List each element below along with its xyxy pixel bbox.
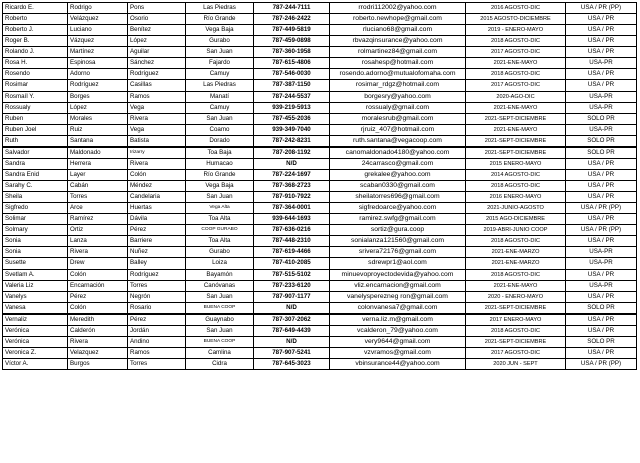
table-row: [3, 113, 637, 124]
cell-first-name: Rossualy: [3, 102, 68, 113]
table-row: [3, 91, 637, 102]
cell-phone: 787-449-5819: [254, 25, 330, 36]
cell-period: 2020-AGO-DIC: [466, 91, 566, 102]
cell-email: sdrewpr1@aol.com: [330, 258, 466, 269]
cell-last-name-1: Pérez: [68, 291, 128, 302]
cell-last-name-2: Rivera: [128, 113, 186, 124]
cell-last-name-2: Candelaria: [128, 192, 186, 203]
table-row: [3, 302, 637, 314]
cell-town: Bayamón: [186, 269, 254, 280]
cell-phone: 787-910-7922: [254, 192, 330, 203]
cell-period: 2018 AGOSTO-DIC: [466, 181, 566, 192]
cell-last-name-2: Andino: [128, 336, 186, 347]
cell-last-name-1: Rivera: [68, 247, 128, 258]
table-row: [3, 181, 637, 192]
cell-region: SOLO PR: [566, 336, 637, 347]
cell-phone: 787-448-2310: [254, 236, 330, 247]
cell-phone: 787-410-2085: [254, 258, 330, 269]
cell-region: USA / PR (PP): [566, 225, 637, 236]
cell-last-name-1: Santana: [68, 135, 128, 147]
cell-period: 2015 ENERO-MAYO: [466, 158, 566, 169]
cell-town: Vega Baja: [186, 181, 254, 192]
cell-phone: 939-349-7040: [254, 124, 330, 135]
cell-email: rluciano68@gmail.com: [330, 25, 466, 36]
cell-first-name: Víctor A.: [3, 359, 68, 370]
cell-region: USA / PR (PP): [566, 203, 637, 214]
cell-last-name-1: Cabán: [68, 181, 128, 192]
cell-last-name-2: Balley: [128, 258, 186, 269]
cell-period: 2021-SEPT-DICIEMBRE: [466, 147, 566, 159]
table-row: [3, 58, 637, 69]
cell-email: sonialanza121560@gmail.com: [330, 236, 466, 247]
cell-last-name-1: Ruiz: [68, 124, 128, 135]
cell-email: sigfredoarce@yahoo.com: [330, 203, 466, 214]
table-row: [3, 169, 637, 180]
cell-email: rbvazqinsurance@yahoo.com: [330, 36, 466, 47]
table-row: [3, 3, 637, 14]
cell-town: BUENA COOP: [186, 302, 254, 314]
table-row: [3, 25, 637, 36]
cell-town: San Juan: [186, 325, 254, 336]
cell-first-name: Rosa H.: [3, 58, 68, 69]
cell-email: sortiz@gura.coop: [330, 225, 466, 236]
table-row: [3, 314, 637, 326]
cell-last-name-1: Martínez: [68, 47, 128, 58]
cell-region: USA-PR: [566, 280, 637, 291]
cell-phone: 787-615-4806: [254, 58, 330, 69]
cell-email: borgesry@yahoo.com: [330, 91, 466, 102]
cell-town: Camuy: [186, 102, 254, 113]
table-row: [3, 14, 637, 25]
cell-last-name-1: Velázquez: [68, 14, 128, 25]
cell-first-name: Verónica: [3, 336, 68, 347]
cell-first-name: Verónica: [3, 325, 68, 336]
cell-town: Toa Alta: [186, 236, 254, 247]
cell-last-name-1: Colón: [68, 302, 128, 314]
cell-period: 2017 ENERO-MAYO: [466, 314, 566, 326]
cell-period: 2015 AGO-DICIEMBRE: [466, 214, 566, 225]
cell-last-name-2: Dávila: [128, 214, 186, 225]
cell-region: USA / PR: [566, 14, 637, 25]
cell-period: 2018 AGOSTO-DIC: [466, 236, 566, 247]
cell-phone: 787-546-0030: [254, 69, 330, 80]
cell-email: roberto.newhope@gmail.com: [330, 14, 466, 25]
cell-town: Camlina: [186, 347, 254, 358]
cell-last-name-1: Calderón: [68, 325, 128, 336]
cell-period: 2021-ENE-MAYO: [466, 280, 566, 291]
table-row: [3, 80, 637, 91]
cell-town: Toa Baja: [186, 147, 254, 159]
cell-first-name: Sonia: [3, 247, 68, 258]
cell-region: USA / PR: [566, 80, 637, 91]
cell-last-name-1: Ramírez: [68, 214, 128, 225]
cell-last-name-1: Maldonado: [68, 147, 128, 159]
table-row: [3, 135, 637, 147]
cell-first-name: Sarahy C.: [3, 181, 68, 192]
cell-region: USA / PR: [566, 47, 637, 58]
cell-region: USA-PR: [566, 102, 637, 113]
cell-email: vanelysperezneg ron@gmail.com: [330, 291, 466, 302]
cell-period: 2017 AGOSTO-DIC: [466, 80, 566, 91]
cell-last-name-1: Torres: [68, 192, 128, 203]
cell-town: Río Grande: [186, 14, 254, 25]
cell-email: ramirez.swfg@gmail.com: [330, 214, 466, 225]
cell-email: srivera72176@gmail.com: [330, 247, 466, 258]
cell-phone: 787-907-5241: [254, 347, 330, 358]
cell-phone: 787-619-4466: [254, 247, 330, 258]
table-row: [3, 225, 637, 236]
cell-last-name-2: Aguilar: [128, 47, 186, 58]
table-row: [3, 102, 637, 113]
cell-first-name: Solimar: [3, 214, 68, 225]
table-row: [3, 291, 637, 302]
cell-region: USA-PR: [566, 91, 637, 102]
cell-first-name: Vanesa: [3, 302, 68, 314]
cell-period: 2021-SEPT-DICIEMBRE: [466, 135, 566, 147]
cell-first-name: Rosmaíl Y.: [3, 91, 68, 102]
cell-town: COOP GURABO: [186, 225, 254, 236]
cell-last-name-2: Rodríguez: [128, 269, 186, 280]
cell-phone: 787-645-3023: [254, 359, 330, 370]
cell-period: 2021-ENE-MAYO: [466, 58, 566, 69]
table-row: [3, 214, 637, 225]
cell-phone: 787-515-5102: [254, 269, 330, 280]
cell-town: Coamo: [186, 124, 254, 135]
cell-email: verna.liz.m@gmail.com: [330, 314, 466, 326]
cell-first-name: Rosendo: [3, 69, 68, 80]
cell-town: Fajardo: [186, 58, 254, 69]
cell-period: 2015 AGOSTO-DICIEMBRE: [466, 14, 566, 25]
cell-town: Gurabo: [186, 247, 254, 258]
cell-last-name-2: Casillas: [128, 80, 186, 91]
cell-phone: 787-364-0001: [254, 203, 330, 214]
cell-first-name: Svetlam A.: [3, 269, 68, 280]
cell-first-name: Veronica Z.: [3, 347, 68, 358]
cell-last-name-2: Colón: [128, 169, 186, 180]
cell-period: 2019 - ENERO-MAYO: [466, 25, 566, 36]
cell-last-name-2: Pérez: [128, 314, 186, 326]
cell-last-name-2: Méndez: [128, 181, 186, 192]
cell-last-name-2: Rosario: [128, 302, 186, 314]
cell-last-name-1: Adorno: [68, 69, 128, 80]
cell-phone: 787-649-4439: [254, 325, 330, 336]
cell-last-name-1: Arce: [68, 203, 128, 214]
table-body: [3, 3, 637, 370]
cell-email: vzvramos@gmail.com: [330, 347, 466, 358]
cell-last-name-1: Ortiz: [68, 225, 128, 236]
cell-email: grekalee@yahoo.com: [330, 169, 466, 180]
cell-phone: 787-242-8231: [254, 135, 330, 147]
cell-region: USA / PR: [566, 314, 637, 326]
cell-last-name-2: Ramos: [128, 91, 186, 102]
cell-region: SOLO PR: [566, 147, 637, 159]
cell-first-name: Roberto J.: [3, 25, 68, 36]
cell-region: USA / PR: [566, 236, 637, 247]
cell-town: Guaynabo: [186, 314, 254, 326]
cell-last-name-1: Rodrigo: [68, 3, 128, 14]
cell-period: 2014 AGOSTO-DIC: [466, 169, 566, 180]
cell-region: USA / PR: [566, 325, 637, 336]
cell-period: 2021-SEPT-DICIEMBRE: [466, 302, 566, 314]
cell-period: 2020 - ENERO-MAYO: [466, 291, 566, 302]
cell-last-name-2: Irizarry: [128, 147, 186, 159]
table-row: [3, 47, 637, 58]
cell-email: vliz.encarnacion@gmail.com: [330, 280, 466, 291]
cell-town: Las Piedras: [186, 3, 254, 14]
cell-last-name-1: Colón: [68, 269, 128, 280]
cell-first-name: Susette: [3, 258, 68, 269]
cell-first-name: Vanelys: [3, 291, 68, 302]
cell-town: Dorado: [186, 135, 254, 147]
cell-town: Camuy: [186, 69, 254, 80]
cell-last-name-2: Batista: [128, 135, 186, 147]
cell-email: rosimar_rdgz@hotmail.com: [330, 80, 466, 91]
cell-last-name-2: Pérez: [128, 225, 186, 236]
cell-email: vbinsurance44@yahoo.com: [330, 359, 466, 370]
cell-phone: 787-224-1697: [254, 169, 330, 180]
table-row: [3, 236, 637, 247]
cell-phone: 787-360-1958: [254, 47, 330, 58]
table-row: [3, 203, 637, 214]
cell-first-name: Sandra: [3, 158, 68, 169]
cell-town: Vega Baja: [186, 25, 254, 36]
cell-period: 2021-ENE-MAYO: [466, 102, 566, 113]
table-row: [3, 280, 637, 291]
table-row: [3, 359, 637, 370]
cell-first-name: Ruben: [3, 113, 68, 124]
cell-first-name: Roger B.: [3, 36, 68, 47]
cell-phone: 787-368-2723: [254, 181, 330, 192]
cell-town: Manatí: [186, 91, 254, 102]
table-row: [3, 347, 637, 358]
cell-phone: 787-636-0216: [254, 225, 330, 236]
cell-first-name: Rosimar: [3, 80, 68, 91]
cell-last-name-1: Morales: [68, 113, 128, 124]
cell-region: USA-PR: [566, 58, 637, 69]
cell-last-name-1: Burgos: [68, 359, 128, 370]
cell-phone: 787-907-1177: [254, 291, 330, 302]
table-row: [3, 147, 637, 159]
cell-town: Loiza: [186, 258, 254, 269]
cell-last-name-2: Rivera: [128, 158, 186, 169]
cell-last-name-1: Encarnación: [68, 280, 128, 291]
cell-last-name-1: Velazquez: [68, 347, 128, 358]
contact-sheet-table: [2, 2, 637, 370]
cell-last-name-2: Sánchez: [128, 58, 186, 69]
cell-last-name-2: Vega: [128, 102, 186, 113]
cell-email: minuevoproyectodevida@yahoo.com: [330, 269, 466, 280]
cell-email: 24carrasco@gmail.com: [330, 158, 466, 169]
cell-last-name-2: Benítez: [128, 25, 186, 36]
cell-last-name-2: Pons: [128, 3, 186, 14]
cell-town: San Juan: [186, 291, 254, 302]
cell-first-name: Sonia: [3, 236, 68, 247]
cell-town: Cidra: [186, 359, 254, 370]
cell-email: very9644@gmail.com: [330, 336, 466, 347]
cell-last-name-1: Layer: [68, 169, 128, 180]
cell-period: 2018 AGOSTO-DIC: [466, 269, 566, 280]
cell-town: San Juan: [186, 192, 254, 203]
cell-last-name-2: Barriere: [128, 236, 186, 247]
cell-last-name-2: Torres: [128, 359, 186, 370]
cell-first-name: Ricardo E.: [3, 3, 68, 14]
cell-period: 2019-ABRI-JUNIO COOP: [466, 225, 566, 236]
cell-region: USA / PR: [566, 158, 637, 169]
cell-region: USA / PR: [566, 25, 637, 36]
cell-region: USA / PR: [566, 269, 637, 280]
cell-region: SOLO PR: [566, 113, 637, 124]
cell-last-name-1: Drew: [68, 258, 128, 269]
cell-region: USA-PR: [566, 124, 637, 135]
cell-email: rjruiz_407@hotmail.com: [330, 124, 466, 135]
cell-phone: 787-459-0898: [254, 36, 330, 47]
cell-town: Vega Alta: [186, 203, 254, 214]
cell-last-name-2: Nuñez: [128, 247, 186, 258]
cell-first-name: Sheila: [3, 192, 68, 203]
cell-region: USA / PR: [566, 69, 637, 80]
cell-region: USA-PR: [566, 247, 637, 258]
cell-region: USA / PR (PP): [566, 359, 637, 370]
table-row: [3, 269, 637, 280]
table-row: [3, 69, 637, 80]
cell-phone: N/D: [254, 158, 330, 169]
cell-last-name-1: Rivera: [68, 336, 128, 347]
cell-period: 2021-SEPT-DICIEMBRE: [466, 113, 566, 124]
cell-phone: 787-387-1150: [254, 80, 330, 91]
cell-last-name-1: López: [68, 102, 128, 113]
cell-town: Canóvanas: [186, 280, 254, 291]
cell-region: USA / PR: [566, 192, 637, 203]
cell-phone: 787-233-6120: [254, 280, 330, 291]
cell-town: Gurabo: [186, 36, 254, 47]
cell-first-name: Valeria Liz: [3, 280, 68, 291]
table-row: [3, 192, 637, 203]
table-row: [3, 258, 637, 269]
cell-town: Las Piedras: [186, 80, 254, 91]
cell-region: USA / PR: [566, 181, 637, 192]
cell-period: 2021-JUNIO-AGOSTO: [466, 203, 566, 214]
cell-region: USA-PR: [566, 258, 637, 269]
cell-phone: 787-307-2062: [254, 314, 330, 326]
cell-email: ruth.santana@vegacoop.com: [330, 135, 466, 147]
cell-town: Río Grande: [186, 169, 254, 180]
cell-first-name: Sigfredo: [3, 203, 68, 214]
cell-period: 2021-SEPT-DICIEMBRE: [466, 336, 566, 347]
cell-period: 2018 AGOSTO-DIC: [466, 325, 566, 336]
cell-phone: N/D: [254, 336, 330, 347]
cell-first-name: Solmary: [3, 225, 68, 236]
cell-period: 2021-ENE-MAYO: [466, 124, 566, 135]
table-row: [3, 124, 637, 135]
cell-first-name: Roberto: [3, 14, 68, 25]
cell-phone: 787-455-2036: [254, 113, 330, 124]
cell-email: canomaldonado4180@yahoo.com: [330, 147, 466, 159]
cell-period: 2017 AGOSTO-DIC: [466, 347, 566, 358]
cell-email: rosendo.adorno@mutualofomaha.com: [330, 69, 466, 80]
cell-email: moralesrub@gmail.com: [330, 113, 466, 124]
cell-first-name: Vernaliz: [3, 314, 68, 326]
cell-phone: 787-244-7111: [254, 3, 330, 14]
cell-period: 2021-ENE-MARZO: [466, 258, 566, 269]
cell-last-name-2: Osorio: [128, 14, 186, 25]
cell-phone: 787-244-5537: [254, 91, 330, 102]
cell-last-name-2: Ramos: [128, 347, 186, 358]
cell-email: rosahesp@hotmail.com: [330, 58, 466, 69]
cell-last-name-1: Herrera: [68, 158, 128, 169]
cell-region: USA / PR: [566, 36, 637, 47]
cell-email: colonvanesa7@gmail.com: [330, 302, 466, 314]
cell-last-name-1: Borges: [68, 91, 128, 102]
cell-town: Humacao: [186, 158, 254, 169]
cell-period: 2018 AGOSTO-DIC: [466, 36, 566, 47]
cell-region: USA / PR: [566, 347, 637, 358]
cell-last-name-1: Meredith: [68, 314, 128, 326]
table-row: [3, 158, 637, 169]
cell-last-name-2: Vega: [128, 124, 186, 135]
cell-last-name-2: Jordán: [128, 325, 186, 336]
cell-first-name: Ruben Joel: [3, 124, 68, 135]
cell-email: rolmartinez84@gmail.com: [330, 47, 466, 58]
table-row: [3, 325, 637, 336]
cell-period: 2021-ENE-MARZO: [466, 247, 566, 258]
cell-last-name-1: Espinosa: [68, 58, 128, 69]
cell-region: USA / PR: [566, 169, 637, 180]
cell-email: scaban0330@gmail.com: [330, 181, 466, 192]
table-row: [3, 336, 637, 347]
table-row: [3, 36, 637, 47]
cell-region: SOLO PR: [566, 135, 637, 147]
cell-town: San Juan: [186, 47, 254, 58]
cell-period: 2016 ENERO-MAYO: [466, 192, 566, 203]
cell-last-name-1: Lanza: [68, 236, 128, 247]
cell-phone: 939-644-1693: [254, 214, 330, 225]
cell-first-name: Rolando J.: [3, 47, 68, 58]
cell-region: USA / PR: [566, 291, 637, 302]
cell-period: 2018 AGOSTO-DIC: [466, 69, 566, 80]
table-row: [3, 247, 637, 258]
cell-region: SOLO PR: [566, 302, 637, 314]
cell-last-name-2: Negrón: [128, 291, 186, 302]
cell-town: Toa Alta: [186, 214, 254, 225]
cell-last-name-2: Huertas: [128, 203, 186, 214]
cell-first-name: Salvador: [3, 147, 68, 159]
cell-email: rrodri112002@yahoo.com: [330, 3, 466, 14]
cell-phone: 939-219-5913: [254, 102, 330, 113]
cell-last-name-1: Vázquez: [68, 36, 128, 47]
cell-email: vcalderon_79@yahoo.com: [330, 325, 466, 336]
cell-town: San Juan: [186, 113, 254, 124]
cell-last-name-2: Rodríguez: [128, 69, 186, 80]
cell-region: USA / PR: [566, 214, 637, 225]
cell-email: sheilatorres696@gmail.com: [330, 192, 466, 203]
cell-email: rossualy@gmail.com: [330, 102, 466, 113]
cell-last-name-1: Rodríguez: [68, 80, 128, 91]
cell-last-name-1: Luciano: [68, 25, 128, 36]
cell-region: USA / PR (PP): [566, 3, 637, 14]
cell-first-name: Sandra Enid: [3, 169, 68, 180]
cell-first-name: Ruth: [3, 135, 68, 147]
cell-period: 2017 AGOSTO-DIC: [466, 47, 566, 58]
cell-phone: 787-246-2422: [254, 14, 330, 25]
cell-phone: N/D: [254, 302, 330, 314]
cell-period: 2020 JUN - SEPT: [466, 359, 566, 370]
cell-last-name-2: Torres: [128, 280, 186, 291]
cell-town: BUENA COOP: [186, 336, 254, 347]
cell-last-name-2: López: [128, 36, 186, 47]
cell-period: 2016 AGOSTO-DIC: [466, 3, 566, 14]
cell-phone: 787-208-1192: [254, 147, 330, 159]
